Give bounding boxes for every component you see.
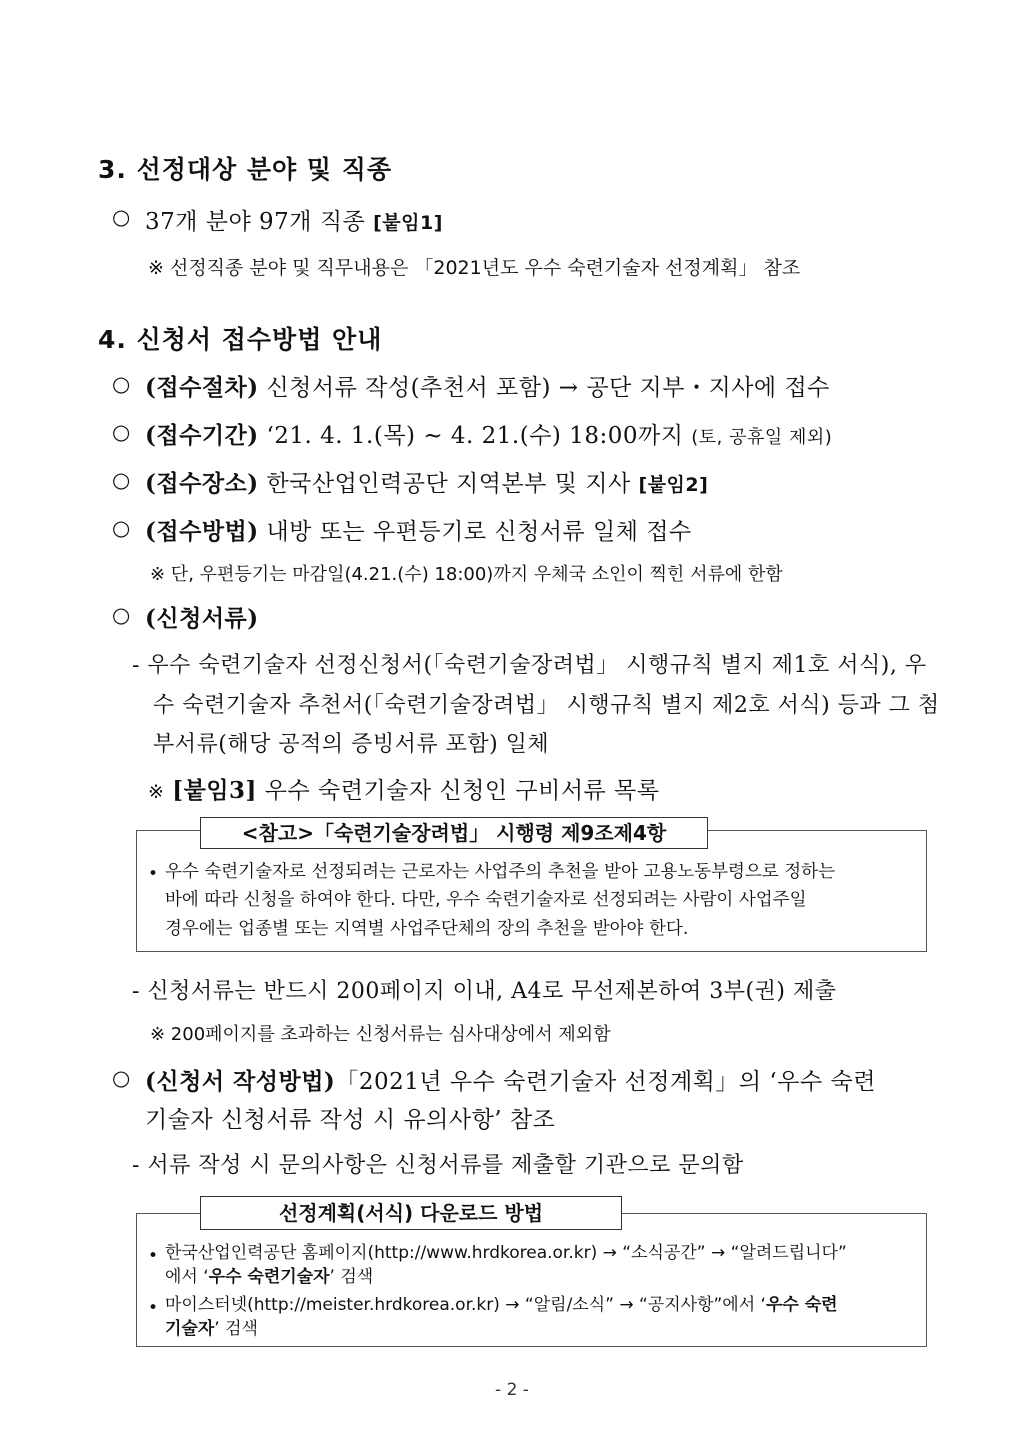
item-period-extra: (토, 공휴일 제외)	[691, 427, 833, 448]
section3-item-marker: ○	[112, 205, 131, 229]
write-text-1: 「2021년 우수 숙련기술자 선정계획」의 ‘우수 숙련	[335, 1069, 876, 1095]
section3-item	[145, 203, 443, 236]
item-procedure	[145, 369, 830, 402]
download-b2-pre: 마이스터넷(http://meister.hrdkorea.or.kr) → “알림/소식” → “공지사항”에서 ‘	[165, 1295, 766, 1315]
section3-heading: 3. 선정대상 분야 및 직종	[98, 155, 393, 184]
download-b1-line1: 한국산업인력공단 홈페이지(http://www.hrdkorea.or.kr) → “소식공간” → “알려드립니다”	[165, 1243, 847, 1263]
item-marker: ○	[112, 372, 131, 396]
item-period-label: (접수기간)	[145, 422, 259, 449]
reference-line-3: 경우에는 업종별 또는 지역별 사업주단체의 장의 추천을 받아야 한다.	[165, 919, 689, 939]
docs-note-text: 우수 숙련기술자 신청인 구비서류 목록	[264, 778, 660, 804]
section3-note: ※ 선정직종 분야 및 직무내용은 「2021년도 우수 숙련기술자 선정계획」 참조	[148, 257, 801, 279]
download-b2-bold2: 기술자	[165, 1319, 215, 1339]
docs-note	[148, 772, 660, 805]
section3-item-ref: [붙임1]	[373, 212, 443, 234]
download-b2-post: ’ 검색	[214, 1319, 258, 1339]
download-b1-post: ’ 검색	[329, 1267, 374, 1287]
docs-marker: ○	[112, 603, 131, 627]
item-period	[145, 417, 832, 450]
write-line-1	[145, 1063, 876, 1096]
item-marker: ○	[112, 420, 131, 444]
pages-note: ※ 200페이지를 초과하는 신청서류는 심사대상에서 제외함	[150, 1024, 611, 1045]
page-number: - 2 -	[495, 1380, 529, 1400]
reference-box-title: <참고>「숙련기술장려법」 시행령 제9조제4항	[200, 817, 708, 849]
download-b2-line2	[165, 1315, 258, 1343]
section3-item-text: 37개 분야 97개 직종	[145, 209, 366, 235]
download-b1-line2	[165, 1263, 373, 1291]
write-label: (신청서 작성방법)	[145, 1068, 336, 1095]
download-bullet: •	[148, 1246, 159, 1266]
download-bullet: •	[148, 1298, 159, 1318]
item-period-text: ‘21. 4. 1.(목) ~ 4. 21.(수) 18:00까지	[266, 423, 684, 449]
download-b2-bold1: 우수 숙련	[765, 1295, 838, 1315]
download-box-title: 선정계획(서식) 다운로드 방법	[200, 1196, 622, 1230]
docs-line-1: - 우수 숙련기술자 선정신청서(「숙련기술장려법」 시행규칙 별지 제1호 서식), 우	[132, 653, 927, 678]
mail-note: ※ 단, 우편등기는 마감일(4.21.(수) 18:00)까지 우체국 소인이 찍힌 서류에 한함	[150, 564, 783, 585]
docs-line-2: 수 숙련기술자 추천서(「숙련기술장려법」 시행규칙 별지 제2호 서식) 등과 그 첨	[153, 693, 940, 718]
reference-line-2: 바에 따라 신청을 하여야 한다. 다만, 우수 숙련기술자로 선정되려는 사람이 사업주일	[165, 890, 807, 910]
docs-label: (신청서류)	[145, 605, 259, 632]
item-method	[145, 513, 692, 546]
reference-bullet: •	[148, 864, 159, 884]
docs-note-ref: [붙임3]	[172, 777, 257, 804]
download-b2-line1	[165, 1291, 838, 1319]
reference-line-1: 우수 숙련기술자로 선정되려는 근로자는 사업주의 추천을 받아 고용노동부령으로 정하는	[165, 862, 835, 882]
item-place-ref: [붙임2]	[638, 474, 709, 496]
section4-heading: 4. 신청서 접수방법 안내	[98, 325, 383, 354]
item-marker: ○	[112, 468, 131, 492]
item-procedure-text: 신청서류 작성(추천서 포함) → 공단 지부・지사에 접수	[266, 375, 830, 401]
item-method-label: (접수방법)	[145, 518, 259, 545]
item-procedure-label: (접수절차)	[145, 374, 259, 401]
item-place	[145, 465, 708, 498]
download-b1-bold: 우수 숙련기술자	[208, 1267, 330, 1287]
write-line-2: 기술자 신청서류 작성 시 유의사항’ 참조	[145, 1107, 556, 1133]
item-place-text: 한국산업인력공단 지역본부 및 지사	[266, 471, 631, 497]
pages-line: - 신청서류는 반드시 200페이지 이내, A4로 무선제본하여 3부(권) 제출	[132, 979, 837, 1004]
item-marker: ○	[112, 516, 131, 540]
inquiry-line: - 서류 작성 시 문의사항은 신청서류를 제출할 기관으로 문의함	[132, 1153, 744, 1178]
item-method-text: 내방 또는 우편등기로 신청서류 일체 접수	[266, 519, 692, 545]
write-marker: ○	[112, 1066, 131, 1090]
item-place-label: (접수장소)	[145, 470, 259, 497]
download-b1-pre: 에서 ‘	[165, 1267, 209, 1287]
docs-line-3: 부서류(해당 공적의 증빙서류 포함) 일체	[153, 732, 550, 757]
docs-note-mark: ※	[148, 781, 165, 803]
